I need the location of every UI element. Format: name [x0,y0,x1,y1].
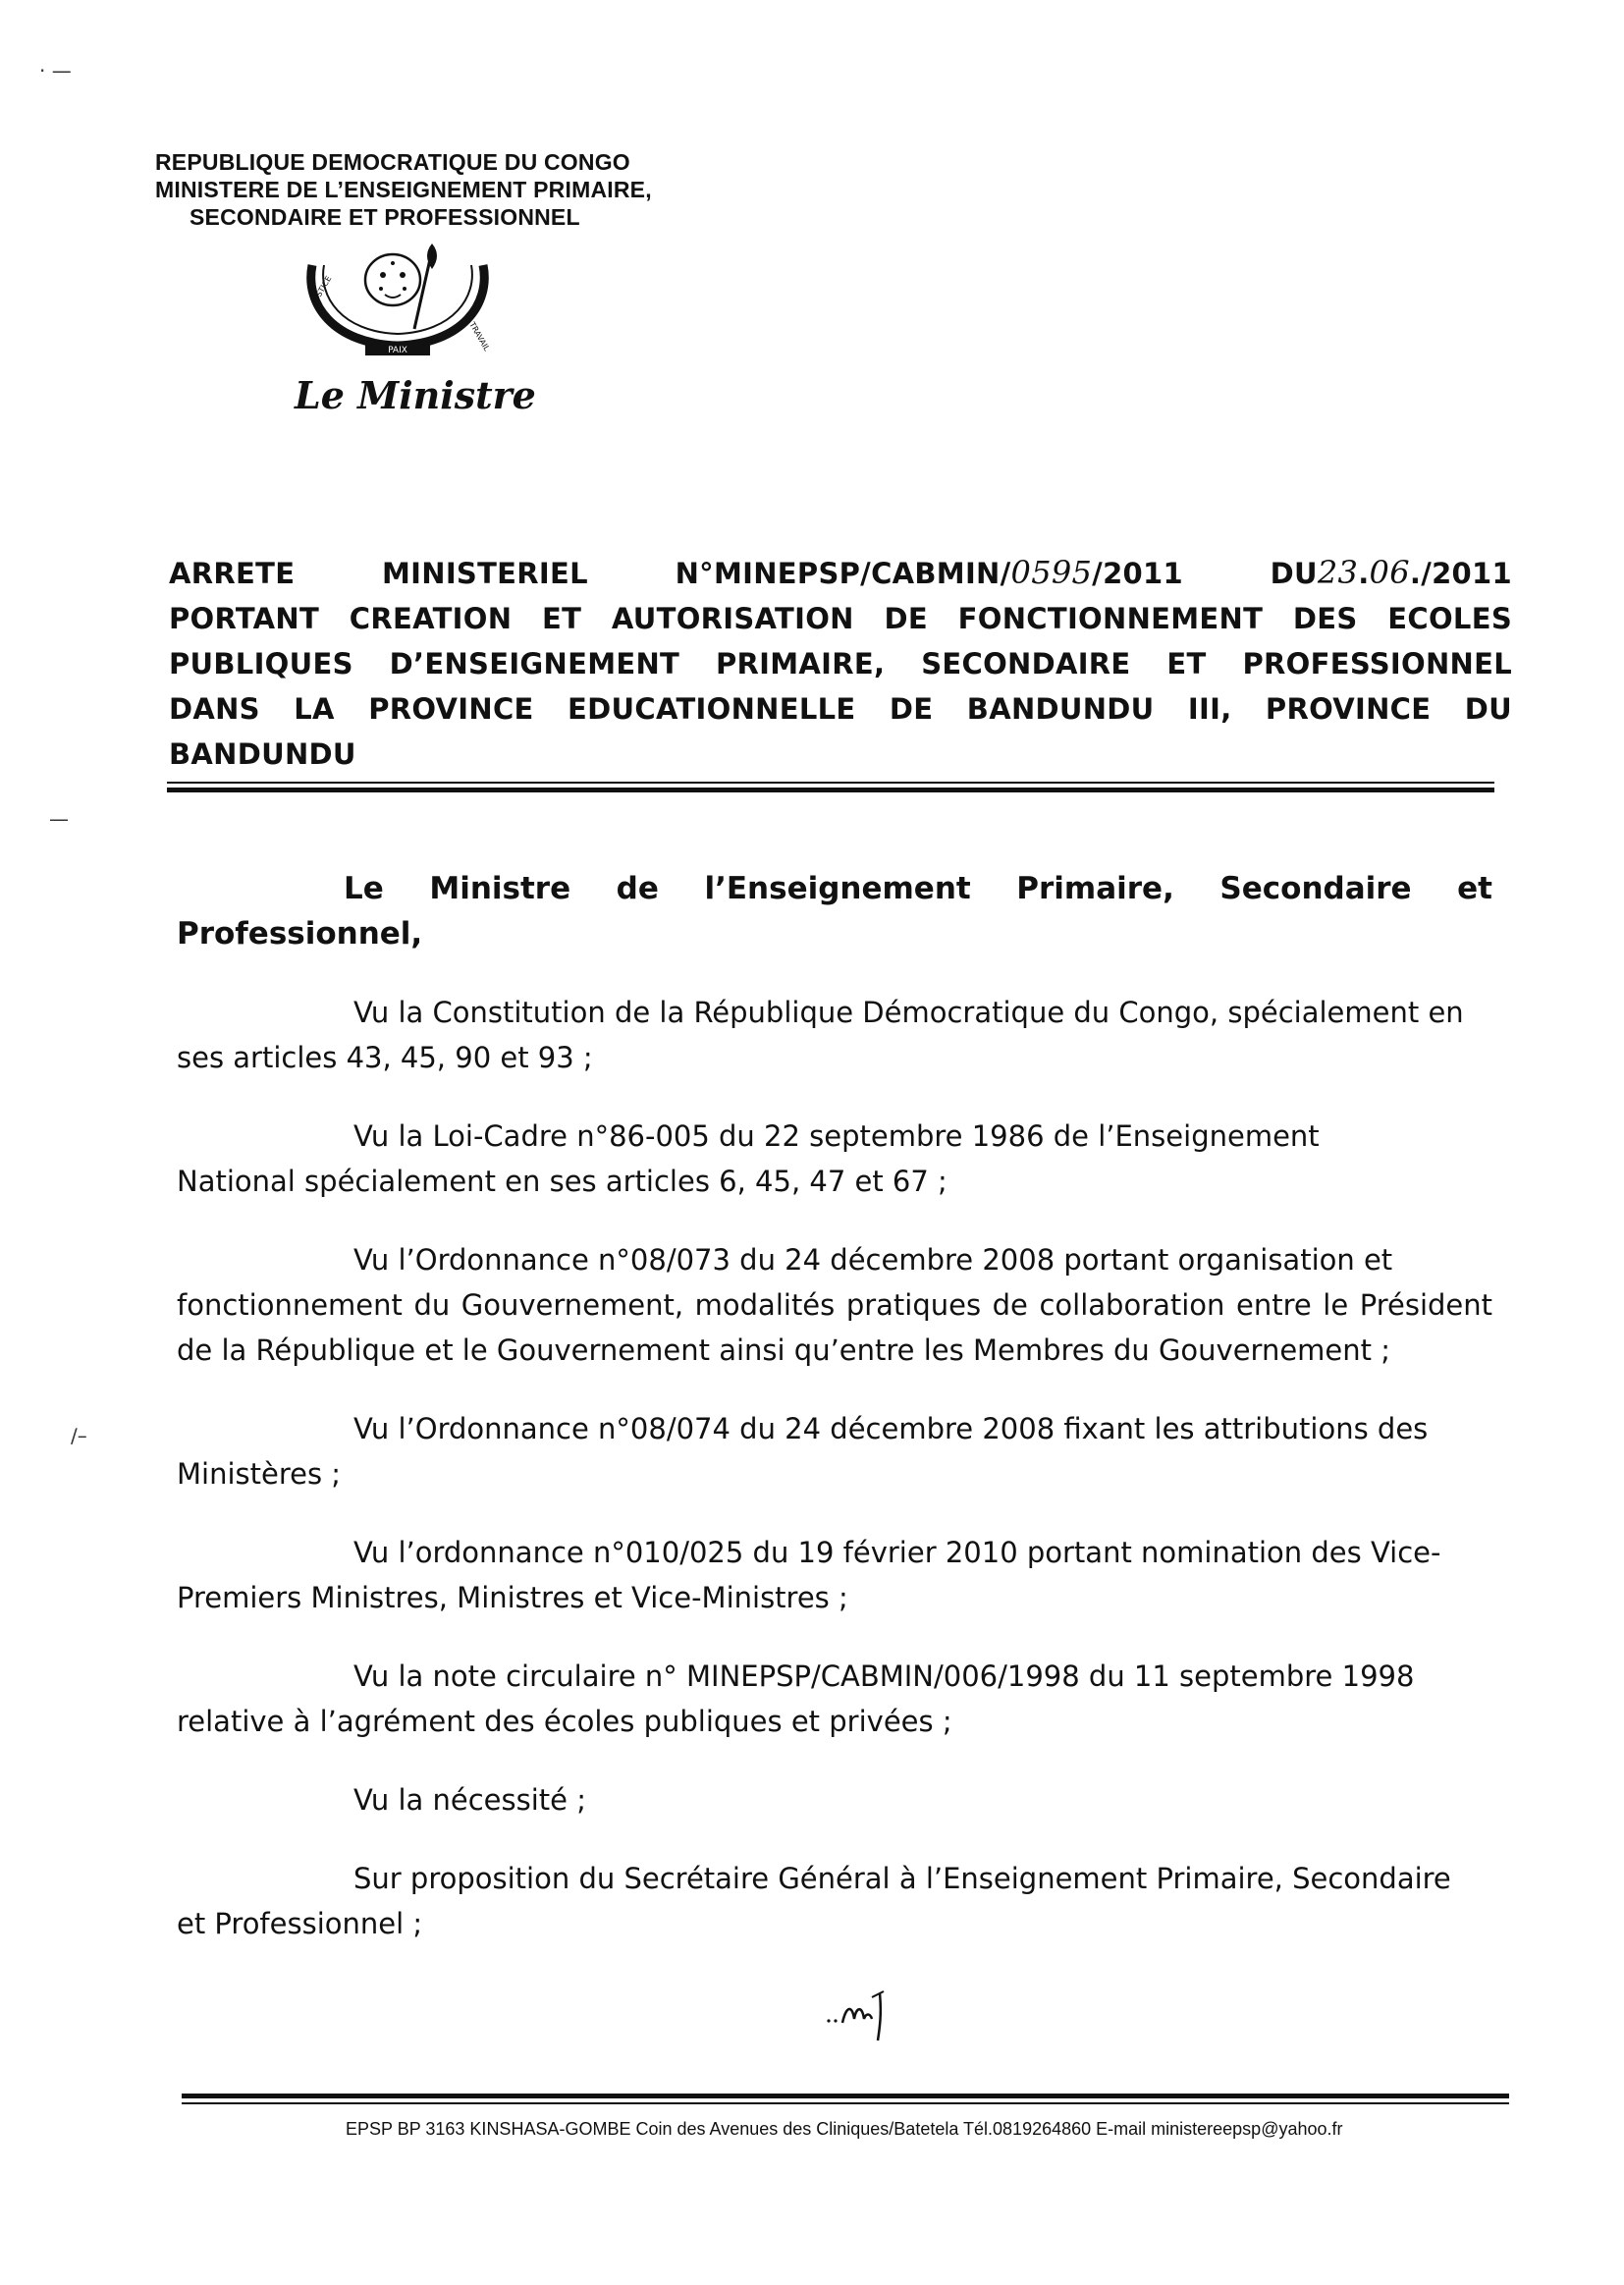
intro-first-line: Le Ministre de l’Enseignement Primaire, Secondaire et [344,871,1492,906]
emblem-motto-left: JUSTICE [309,274,334,305]
decree-body [177,866,1492,1980]
scan-mark: — [49,807,69,831]
para-first-line: Vu la note circulaire n° MINEPSP/CABMIN/006/1998 du 11 septembre 1998 [353,1659,1415,1693]
para-first-line: Vu l’Ordonnance n°08/074 du 24 décembre 2008 fixant les attributions des [353,1412,1429,1445]
minister-signature-title: Le Ministre [295,373,536,417]
para-rest: National spécialement en ses articles 6, 45, 47 et 67 ; [177,1165,947,1198]
decree-title [169,550,1512,777]
emblem-motto-bottom: PAIX [388,346,407,355]
para-rest: fonctionnement du Gouvernement, modalités pratiques de collaboration entre le Président de la République et le Gouvernement ainsi qu’entre les Membres du Gouvernement ; [177,1288,1492,1367]
scan-mark: · — [39,59,72,82]
handwritten-decree-number: 0595 [1010,554,1093,591]
considerant-note-circulaire [177,1654,1492,1744]
title-rule-thick [167,788,1494,792]
decree-title-line-5: BANDUNDU [169,737,356,771]
title-rule-thin [167,782,1494,784]
decree-title-line-2: PORTANT CREATION ET AUTORISATION DE FONCTIONNEMENT DES ECOLES [169,602,1512,635]
decree-title-line-3: PUBLIQUES D’ENSEIGNEMENT PRIMAIRE, SECONDAIRE ET PROFESSIONNEL [169,647,1512,680]
considerant-proposition [177,1856,1492,1946]
para-first-line: Vu l’ordonnance n°010/025 du 19 février 2010 portant nomination des Vice- [353,1536,1441,1569]
considerant-necessite [177,1777,1492,1823]
para-rest: et Professionnel ; [177,1907,423,1940]
para-first-line: Vu la nécessité ; [353,1783,586,1817]
handwritten-month: 06 [1369,554,1410,591]
handwritten-day: 23 [1317,554,1359,591]
intro-rest: Professionnel, [177,916,423,952]
para-first-line: Vu la Loi-Cadre n°86-005 du 22 septembre 1986 de l’Enseignement [353,1119,1320,1153]
scan-mark: ∕– [71,1424,87,1447]
considerant-ordonnance-073 [177,1237,1492,1373]
considerant-constitution [177,990,1492,1080]
decree-reference-prefix: ARRETE MINISTERIEL N°MINEPSP/CABMIN/ [169,557,1011,590]
para-first-line: Vu l’Ordonnance n°08/073 du 24 décembre 2008 portant organisation et [353,1243,1393,1277]
handwritten-initials [823,1984,901,2042]
decree-date-year: ./2011 [1409,557,1512,590]
letterhead-ministry: MINISTERE DE L’ENSEIGNEMENT PRIMAIRE, [155,177,652,202]
para-rest: ses articles 43, 45, 90 et 93 ; [177,1041,593,1074]
footer-address: EPSP BP 3163 KINSHASA-GOMBE Coin des Avenues des Cliniques/Batetela Tél.0819264860 E-mail ministereepsp@yahoo.fr [346,2119,1343,2139]
footer-rule-thin [182,2102,1509,2104]
decree-year-du: /2011 DU [1092,557,1318,590]
para-rest: Premiers Ministres, Ministres et Vice-Ministres ; [177,1581,848,1614]
considerant-loi-cadre [177,1114,1492,1204]
letterhead-country: REPUBLIQUE DEMOCRATIQUE DU CONGO [155,149,630,175]
considerant-ordonnance-074 [177,1406,1492,1496]
decree-title-line-4: DANS LA PROVINCE EDUCATIONNELLE DE BANDUNDU III, PROVINCE DU [169,692,1512,726]
para-first-line: Vu la Constitution de la République Démocratique du Congo, spécialement en [353,996,1464,1029]
date-separator: . [1358,557,1370,590]
intro-paragraph [177,866,1492,956]
emblem-motto-right: TRAVAIL [467,320,492,354]
para-rest: relative à l’agrément des écoles publiques et privées ; [177,1705,952,1738]
para-rest: Ministères ; [177,1457,342,1491]
para-first-line: Sur proposition du Secrétaire Général à l’Enseignement Primaire, Secondaire [353,1862,1451,1895]
decree-title-line-1 [169,550,1512,596]
footer-rule-thick [182,2094,1509,2098]
considerant-ordonnance-025 [177,1530,1492,1620]
coat-of-arms-emblem [295,236,501,363]
letterhead-ministry-cont: SECONDAIRE ET PROFESSIONNEL [189,204,580,230]
